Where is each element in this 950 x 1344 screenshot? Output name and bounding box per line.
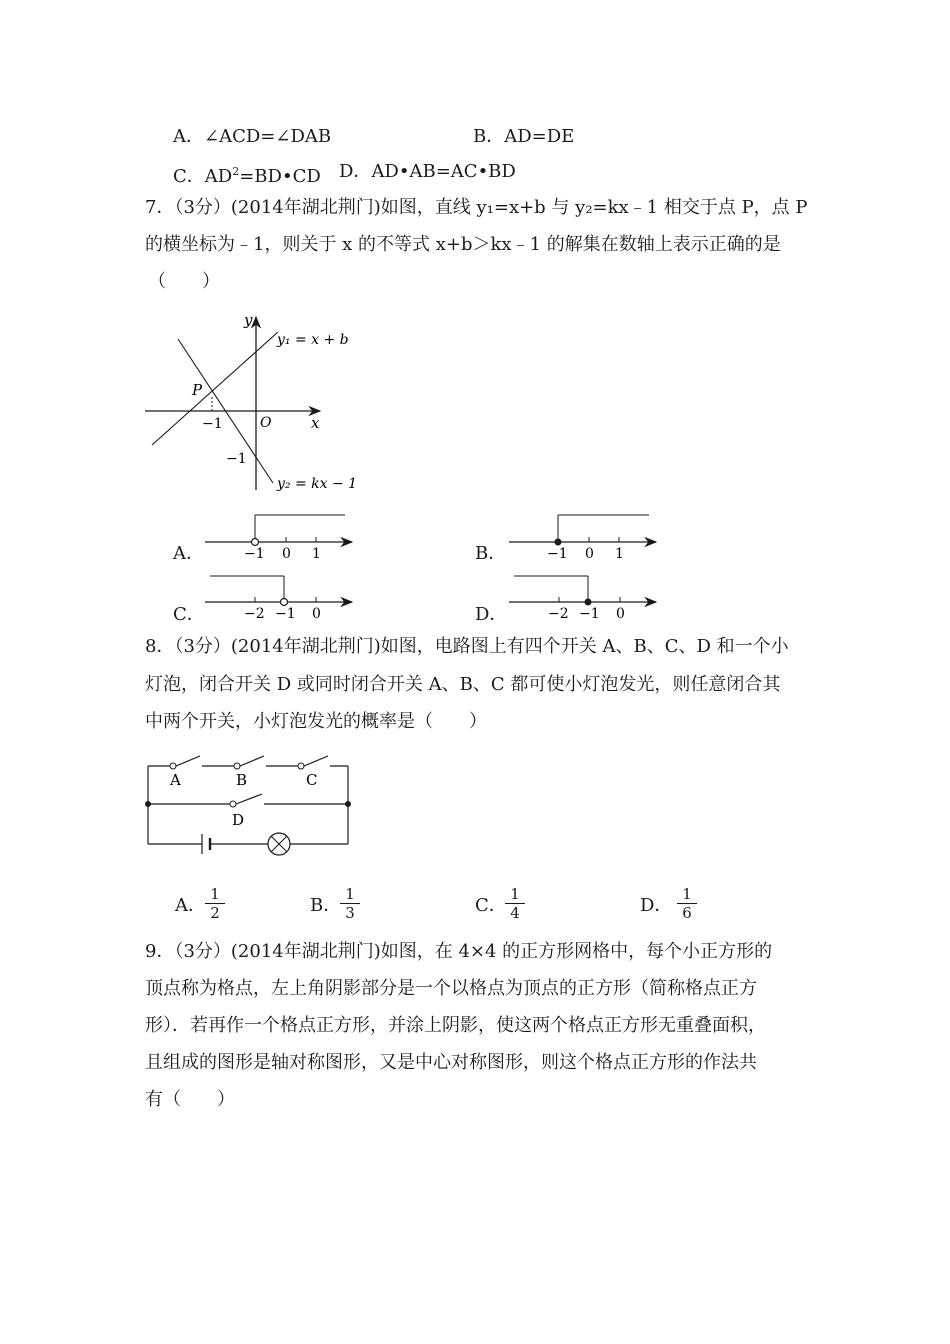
- q6-option-c: [173, 160, 321, 189]
- tick-label: −1: [579, 606, 600, 622]
- q6-option-a: [173, 125, 331, 149]
- q8-stem-line2: 灯泡，闭合开关 D 或同时闭合开关 A、B、C 都可使小灯泡发光，则任意闭合其: [145, 674, 781, 695]
- x-axis-label: x: [311, 414, 320, 432]
- tick-label: 0: [585, 546, 594, 562]
- point-p-label: P: [192, 381, 203, 399]
- switch-c-contact: [298, 763, 304, 769]
- q6-option-d: [339, 160, 516, 184]
- option-text: ∠ACD=∠DAB: [204, 126, 332, 147]
- tick-label: −1: [547, 546, 568, 562]
- q7-option-c-number-line: [200, 570, 360, 625]
- option-letter: A．: [173, 126, 204, 147]
- origin-label: O: [260, 415, 272, 431]
- tick-label: −2: [548, 606, 569, 622]
- denominator: 3: [345, 904, 355, 922]
- q9-stem-line5: 有（ ）: [145, 1089, 235, 1110]
- option-text: AD•AB=AC•BD: [371, 161, 516, 182]
- option-letter: D．: [339, 161, 372, 182]
- tick-label: 0: [312, 606, 321, 622]
- q7-option-d-number-line: [504, 570, 664, 625]
- tick-label: 0: [282, 546, 291, 562]
- q9-stem-line3: 形）．若再作一个格点正方形，并涂上阴影，使这两个格点正方形无重叠面积，: [145, 1015, 766, 1036]
- option-letter: B．: [473, 126, 505, 147]
- option-text: AD=DE: [504, 126, 575, 147]
- q7-answer-bracket: （ ）: [148, 271, 220, 292]
- switch-c-label: C: [306, 771, 318, 789]
- open-circle: [252, 539, 259, 546]
- q8-option-c-letter: C．: [475, 895, 507, 916]
- tick-label: 1: [312, 546, 321, 562]
- neg-one-y-label: −1: [226, 451, 247, 467]
- numerator: 1: [677, 886, 697, 904]
- denominator: 6: [682, 904, 692, 922]
- q8-option-c-fraction: [505, 886, 525, 921]
- q7-option-a-number-line: [200, 510, 360, 565]
- q9-stem-line1: 9．（3分）(2014年湖北荆门)如图，在 4×4 的正方形网格中，每个小正方形的: [145, 941, 773, 962]
- q7-option-b-number-line: [504, 510, 664, 565]
- q7-option-a-letter: A．: [173, 543, 204, 564]
- q6-option-b: [473, 125, 574, 149]
- y-axis-label: y: [244, 311, 253, 329]
- q7-option-d-letter: D．: [475, 604, 508, 625]
- tick-label: −2: [244, 606, 265, 622]
- junction-right: [345, 801, 351, 807]
- option-text: =BD•CD: [239, 166, 321, 187]
- switch-b-label: B: [236, 771, 248, 789]
- q8-option-d-fraction: [677, 886, 697, 921]
- numerator: 1: [205, 886, 225, 904]
- q9-stem-line2: 顶点称为格点，左上角阴影部分是一个以格点为顶点的正方形（简称格点正方: [145, 978, 757, 999]
- q8-option-b-letter: B．: [310, 895, 342, 916]
- line-y1-label: y₁ = x + b: [277, 332, 349, 348]
- q8-circuit-diagram: [140, 752, 360, 857]
- tick-label: 1: [615, 546, 624, 562]
- q7-stem-line2: 的横坐标为﹣1，则关于 x 的不等式 x+b＞kx﹣1 的解集在数轴上表示正确的是: [145, 234, 781, 255]
- closed-circle: [555, 539, 562, 546]
- q8-option-d-letter: D．: [640, 895, 673, 916]
- tick-label: −1: [275, 606, 296, 622]
- switch-d-label: D: [232, 811, 245, 829]
- switch-a-contact: [170, 763, 176, 769]
- denominator: 4: [510, 904, 520, 922]
- numerator: 1: [340, 886, 360, 904]
- q9-stem-line4: 且组成的图形是轴对称图形，又是中心对称图形，则这个格点正方形的作法共: [145, 1052, 757, 1073]
- tick-label: −1: [244, 546, 265, 562]
- option-letter: C．: [173, 166, 205, 187]
- option-text: AD: [204, 166, 233, 187]
- neg-one-x-label: −1: [202, 416, 223, 432]
- switch-b-contact: [234, 763, 240, 769]
- switch-d-contact: [230, 801, 236, 807]
- junction-left: [145, 801, 151, 807]
- closed-circle: [585, 599, 592, 606]
- q7-option-b-letter: B．: [475, 543, 507, 564]
- denominator: 2: [210, 904, 220, 922]
- q7-option-c-letter: C．: [173, 604, 205, 625]
- tick-label: 0: [616, 606, 625, 622]
- switch-a-label: A: [170, 771, 181, 789]
- q7-coordinate-graph: [140, 305, 370, 500]
- superscript: 2: [232, 165, 240, 178]
- q8-option-b-fraction: [340, 886, 360, 921]
- q8-option-a-letter: A．: [175, 895, 206, 916]
- q8-stem-line3: 中两个开关，小灯泡发光的概率是（ ）: [145, 711, 487, 732]
- line-y2-label: y₂ = kx − 1: [277, 476, 358, 492]
- q8-stem-line1: 8．（3分）(2014年湖北荆门)如图，电路图上有四个开关 A、B、C、D 和一个小: [145, 636, 789, 657]
- q7-stem-line1: 7．（3分）(2014年湖北荆门)如图，直线 y₁=x+b 与 y₂=kx﹣1 相交于点 P，点 P: [145, 197, 808, 218]
- q8-option-a-fraction: [205, 886, 225, 921]
- numerator: 1: [505, 886, 525, 904]
- open-circle: [281, 599, 288, 606]
